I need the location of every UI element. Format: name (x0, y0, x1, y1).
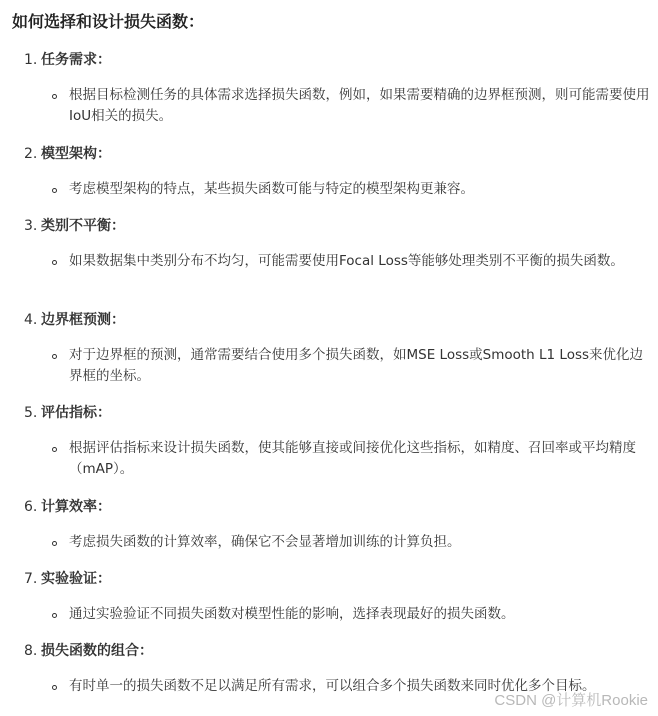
section-heading (24, 497, 654, 517)
section-number: 7. (24, 571, 38, 587)
bullet-text: 根据评估指标来设计损失函数，使其能够直接或间接优化这些指标，如精度、召回率或平均精度（mAP）。 (69, 440, 636, 477)
bullet-circle-icon (52, 354, 57, 359)
section-number: 5. (24, 405, 38, 421)
section-title: 损失函数的组合： (41, 643, 153, 659)
bullet-circle-icon (52, 541, 57, 546)
section-title: 边界框预测： (41, 312, 125, 328)
list-item-evaluation-metrics (24, 403, 654, 477)
bullet-text: 考虑损失函数的计算效率，确保它不会显著增加训练的计算负担。 (69, 534, 461, 550)
list-item-loss-combination (24, 641, 654, 694)
section-number: 4. (24, 312, 38, 328)
bullet-text: 考虑模型架构的特点，某些损失函数可能与特定的模型架构更兼容。 (69, 181, 474, 197)
section-title: 计算效率： (41, 499, 111, 515)
section-heading (24, 50, 654, 70)
section-heading (24, 569, 654, 589)
bullet-text: 如果数据集中类别分布不均匀，可能需要使用Focal Loss等能够处理类别不平衡的损失函数。 (69, 253, 624, 269)
list-item-bbox-prediction (24, 310, 654, 384)
list-item-experimental-validation (24, 569, 654, 622)
bullet-circle-icon (52, 260, 57, 265)
bullet-circle-icon (52, 447, 57, 452)
bullet-circle-icon (52, 613, 57, 618)
page-title: 如何选择和设计损失函数： (12, 12, 205, 31)
section-heading (24, 310, 654, 330)
list-item-compute-efficiency (24, 497, 654, 550)
section-heading (24, 216, 654, 236)
list-item-class-imbalance (24, 216, 654, 269)
bullet-circle-icon (52, 188, 57, 193)
section-heading (24, 641, 654, 661)
section-heading (24, 403, 654, 423)
list-item-model-architecture (24, 144, 654, 197)
bullet-text: 有时单一的损失函数不足以满足所有需求，可以组合多个损失函数来同时优化多个目标。 (69, 678, 596, 694)
section-title: 实验验证： (41, 571, 111, 587)
section-title: 任务需求： (41, 52, 111, 68)
bullet-circle-icon (52, 94, 57, 99)
section-number: 1. (24, 52, 38, 68)
section-number: 2. (24, 146, 38, 162)
section-heading (24, 144, 654, 164)
csdn-watermark: CSDN @计算机Rookie (494, 692, 648, 709)
section-number: 3. (24, 218, 38, 234)
section-number: 6. (24, 499, 38, 515)
section-title: 评估指标： (41, 405, 111, 421)
list-item-task-requirements (24, 50, 654, 124)
bullet-text: 根据目标检测任务的具体需求选择损失函数，例如，如果需要精确的边界框预测，则可能需要使用IoU相关的损失。 (69, 87, 650, 124)
bullet-text: 通过实验验证不同损失函数对模型性能的影响，选择表现最好的损失函数。 (69, 606, 515, 622)
bullet-circle-icon (52, 685, 57, 690)
section-title: 类别不平衡： (41, 218, 125, 234)
section-number: 8. (24, 643, 38, 659)
section-title: 模型架构： (41, 146, 111, 162)
bullet-text: 对于边界框的预测，通常需要结合使用多个损失函数，如MSE Loss或Smooth L1 Loss来优化边界框的坐标。 (69, 347, 644, 384)
